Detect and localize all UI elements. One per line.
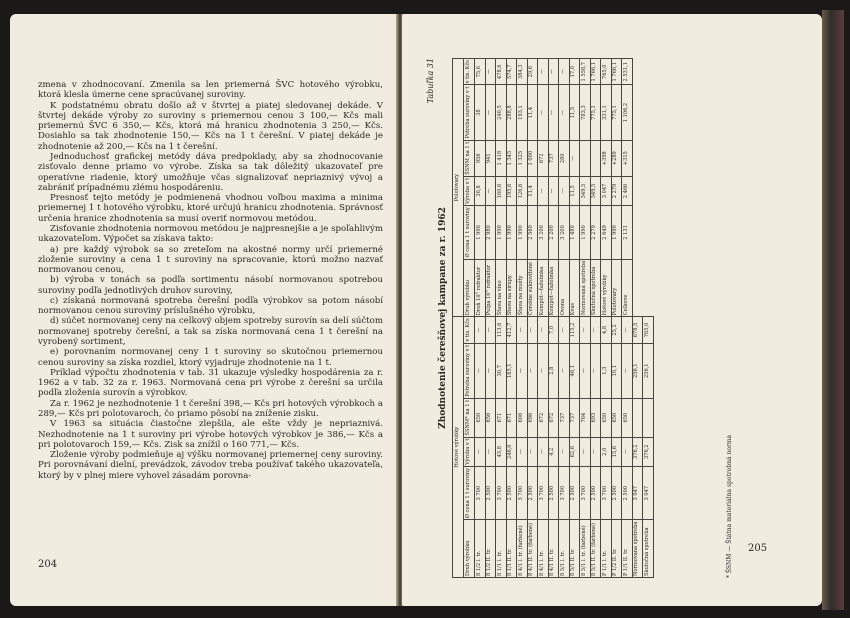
table-cell: 11,4 (527, 176, 538, 205)
table-cell: 8 1/2 l. tr. (475, 520, 486, 578)
table-cell: 38 (475, 85, 486, 140)
table-row (548, 59, 559, 578)
table-cell: Dreň 10° refraktor (475, 259, 486, 317)
table-cell: 2 500 (485, 466, 496, 519)
book-spine (822, 10, 844, 610)
table-row (643, 59, 654, 578)
table-row (475, 59, 486, 578)
table-cell: 30,7 (496, 343, 507, 398)
table-cell: — (538, 85, 549, 140)
table-cell: 8 1/2 II. tr. (485, 520, 496, 578)
table-cell: 606 (517, 398, 528, 437)
table-cell: 2 200 (548, 206, 559, 259)
table-cell: — (517, 437, 528, 466)
page-number-left: 204 (38, 559, 58, 570)
table-cell: 3 700 (475, 466, 486, 519)
table-cell: 764 (580, 398, 591, 437)
table-cell: 693 (590, 398, 601, 437)
table-cell: +289 (611, 140, 622, 176)
table-title: Zhodnotenie čerešňovej kampane za r. 1962 (438, 207, 448, 429)
table-cell: 113,6 (496, 317, 507, 343)
table-row (453, 59, 464, 578)
table-cell: — (538, 317, 549, 343)
table-cell: 650 (622, 398, 633, 437)
table-cell: — (590, 343, 601, 398)
table-cell: Hotové výrobky (601, 259, 612, 317)
table-cell: 549,5 (590, 176, 601, 205)
table-cell: 246,0 (506, 437, 517, 466)
table-cell: 696 (527, 398, 538, 437)
table-cell: 478,6 (496, 59, 507, 85)
table-cell: 1 418 (496, 140, 507, 176)
table-cell: 256,1 (643, 343, 654, 398)
table-cell: 1 106,2 (622, 85, 633, 140)
table-cell: — (580, 437, 591, 466)
table-cell: 1 345 (506, 140, 517, 176)
table-cell: 165,1 (506, 343, 517, 398)
table-cell: Polotovary (611, 259, 622, 317)
table-cell: 3 047 (632, 466, 643, 519)
table-cell: P 1/1 II. tr. (622, 520, 633, 578)
table-cell: 8 4/1 II. tr. (farbené) (527, 520, 538, 578)
paragraph: c) získaná normovaná spotreba čerešní podľa výrobkov sa potom násobí normovanou cenou suroviny príslušného výrobku, (38, 295, 383, 317)
table-row (569, 59, 580, 578)
table-cell: 2 131 (622, 206, 633, 259)
table-cell: 2 500 (611, 466, 622, 519)
table-cell: 1 766,1 (590, 59, 601, 85)
table-row (538, 59, 549, 578)
table-row (485, 59, 496, 578)
table-cell: 672 (548, 398, 559, 437)
table-cell: 384,3 (517, 59, 528, 85)
table-cell: Ø cena 1 t suroviny (464, 206, 475, 259)
table-cell: 25,2 (611, 317, 622, 343)
table-cell: Kompót—ťažobnka (538, 259, 549, 317)
paragraph: a) pre každý výrobok sa so zreteľom na akostné normy určí priemerné zloženie suroviny a cena 1 t suroviny na spracovanie, ktorú možno nazvať normovanou cenou, (38, 244, 383, 276)
table-cell: 331,1 (601, 85, 612, 140)
table-cell: 8 4/1 l. tr. (farbené) (517, 520, 528, 578)
table-cell: 8 4/1 l. tr. (538, 520, 549, 578)
table-cell: 4,8 (601, 317, 612, 343)
table-cell: 1 558,7 (580, 59, 591, 85)
table-row (496, 59, 507, 578)
table-row (506, 59, 517, 578)
table-cell: — (538, 59, 549, 85)
table-cell: 765,0 (601, 59, 612, 85)
table-cell: 15,6 (611, 437, 622, 466)
table-cell: 11,4 (527, 85, 538, 140)
table-cell: 3 700 (580, 466, 591, 519)
table-cell: — (485, 317, 496, 343)
paragraph: Jednoduchosť grafickej metódy dáva predpoklady, aby sa zhodnocovanie zisťovalo denne priamo vo výrobe. Získa sa tak dôležitý ukazovateľ pre operatívne riadenie, ktorý umožňuje včas signalizovať nepriaznivý vývoj a zabrániť prípadnému zlému hospodáreniu. (38, 151, 383, 193)
paragraph: Zloženie výroby podmieňuje aj výšku normovanej priemernej ceny suroviny. Pri porovnávaní dielní, prevádzok, závodov treba používať takého ukazovateľa, ktorý by v plnej miere vyhovel zásadám porovna- (38, 450, 383, 481)
table-cell: 240,5 (496, 85, 507, 140)
table-cell: 2 500 (569, 466, 580, 519)
table-cell: — (527, 437, 538, 466)
paragraph: K podstatnému obratu došlo až v štvrtej a piatej sledovanej dekáde. V štvrtej dekáde výroby zo suroviny s priemernou cenou 3 100,— Kčs mali priemernú ŠVC 6 350,— Kčs, ktorá má hranicu zhodnotenia 3 250,— Kčs. Dosiahlo sa tak zhodnotenie 150,— Kčs na 1 t čerešní. V piatej dekáde je zhodnotenie až 200,— Kčs na 1 t čerešní. (38, 100, 383, 152)
table-cell: 765,0 (643, 317, 654, 343)
table-cell: 2 500 (590, 466, 601, 519)
footnote: * ŠSNM — Štátna materiálna spotrebná norma (726, 434, 733, 578)
paragraph: e) porovnaním normovanej ceny 1 t suroviny so skutočnou priemernou cenou suroviny sa získa rozdiel, ktorý vyjadruje zhodnotenie na 1 t. (38, 347, 383, 368)
table-cell: 4,2 (548, 437, 559, 466)
table-cell: 1 990 (506, 206, 517, 259)
table-cell: 11,5 (569, 176, 580, 205)
table-cell: 75,6 (475, 59, 486, 85)
table-cell: 376,2 (643, 437, 654, 466)
table-cell: 126,6 (517, 176, 528, 205)
table-cell: 775,1 (611, 85, 622, 140)
table-cell: 46,1 (569, 343, 580, 398)
table-cell: 2 500 (548, 466, 559, 519)
table-cell: 193,1 (517, 85, 528, 140)
paragraph: V 1963 sa situácia čiastočne zlepšila, ale ešte vždy je nepriaznivá. Nezhodnotenie na 1 t suroviny pri výrobe hotových výrobkov je 386,— Kčs a pri polotovaroch 159,— Kčs. Zisk sa znížil o 160 771,— Kčs. (38, 419, 383, 450)
table-cell: 3 047 (601, 176, 612, 205)
table-cell: 8 5/1 l. tr. (farbené) (580, 520, 591, 578)
table-cell: — (538, 176, 549, 205)
table-cell: Kompót—ťažobnka (548, 259, 559, 317)
table-cell: — (517, 343, 528, 398)
table-cell: 2 500 (622, 466, 633, 519)
table-cell: 256,1 (632, 343, 643, 398)
table-cell: 3 700 (538, 466, 549, 519)
table-cell: 11,5 (569, 85, 580, 140)
table-cell: 7,0 (548, 317, 559, 343)
table-cell: 941 (485, 140, 496, 176)
table-cell (643, 398, 654, 437)
table-cell: 671 (506, 398, 517, 437)
table-cell: Druh výrobku (464, 520, 475, 578)
table-cell: — (475, 437, 486, 466)
table-cell: Potreba suroviny v t (464, 85, 475, 140)
data-table (452, 58, 654, 578)
table-row (590, 59, 601, 578)
table-cell: Ø cena 1 t suroviny (464, 466, 475, 519)
table-cell: — (485, 437, 496, 466)
table-cell: — (527, 343, 538, 398)
table-cell: — (590, 437, 601, 466)
table-cell: 1 990 (517, 206, 528, 259)
table-row (601, 59, 612, 578)
table-cell: 17,0 (569, 59, 580, 85)
table-cell: — (622, 343, 633, 398)
table-cell: 8 1/1 II. tr. (506, 520, 517, 578)
table-cell: 2 980 (485, 206, 496, 259)
table-cell: — (475, 343, 486, 398)
table-cell: ŠSNM* na 1 t (464, 398, 475, 437)
table-cell: 3 700 (559, 466, 570, 519)
table-cell: 62,6 (569, 437, 580, 466)
table-cell: 2 279 (590, 206, 601, 259)
table-cell: 3 200 (559, 206, 570, 259)
table-cell: +398 (601, 140, 612, 176)
table-cell: 2,0 (601, 437, 612, 466)
page-number-right: 205 (748, 543, 768, 554)
table-cell: — (475, 317, 486, 343)
table-cell: 656 (485, 398, 496, 437)
table-cell: — (569, 140, 580, 176)
left-page (10, 14, 398, 606)
table-cell: 2 649 (601, 206, 612, 259)
table-row (527, 59, 538, 578)
table-row (464, 59, 475, 578)
table-cell: 2 500 (506, 466, 517, 519)
table-cell: 775,1 (590, 85, 601, 140)
table-cell: Skutočná spotreba (590, 259, 601, 317)
table-cell: — (527, 317, 538, 343)
table-cell: 3 200 (538, 206, 549, 259)
table-cell: — (622, 437, 633, 466)
table-cell: 280 (559, 140, 570, 176)
table-cell: 376,2 (632, 437, 643, 466)
table-cell: — (485, 343, 496, 398)
table-cell: 8 5/1 II. tr. (569, 520, 580, 578)
table-cell: 8 4/1 II. tr. (548, 520, 559, 578)
table-cell: 1 325 (517, 140, 528, 176)
table-cell: Celkove (622, 259, 633, 317)
table-cell: 30,8 (475, 176, 486, 205)
paragraph: b) výroba v tonách sa podľa sortimentu násobí normovanou spotrebou suroviny podľa jednotlivých druhov suroviny, (38, 275, 383, 296)
table-cell: Pulpa 10° refraktor (485, 259, 496, 317)
table-cell: 678,5 (632, 317, 643, 343)
table-cell: 650 (475, 398, 486, 437)
table-cell: 956 (475, 140, 486, 176)
table-cell: 672 (538, 140, 549, 176)
table-cell: 1 000 (527, 140, 538, 176)
table-cell: Hotové výrobky (453, 317, 464, 578)
table-cell: 2 500 (527, 466, 538, 519)
table-cell: — (559, 343, 570, 398)
table-cell: 1 990 (580, 206, 591, 259)
table-cell: 1 990 (611, 206, 622, 259)
table-cell: 1 990 (496, 206, 507, 259)
table-cell: — (485, 176, 496, 205)
table-cell: — (548, 176, 559, 205)
table-row (611, 59, 622, 578)
table-cell: 29,6 (527, 59, 538, 85)
table-cell: 574,7 (506, 59, 517, 85)
table-cell: Výroba v t (464, 176, 475, 205)
table-cell (590, 140, 601, 176)
table-cell: — (559, 85, 570, 140)
table-cell: Normovaná spotreba (580, 259, 591, 317)
table-cell: — (559, 437, 570, 466)
table-row (622, 59, 633, 578)
table-cell: — (580, 317, 591, 343)
table-cell: 3 700 (601, 466, 612, 519)
table-cell (632, 398, 643, 437)
table-cell (580, 140, 591, 176)
table-cell: — (559, 176, 570, 205)
table-cell: Polotovary (453, 59, 464, 317)
table-cell: 8 5/1 l. tr. (559, 520, 570, 578)
table-cell: 10,1 (611, 343, 622, 398)
table-cell: 650 (611, 398, 622, 437)
table-cell: — (538, 343, 549, 398)
table-cell: Výroba v t (464, 437, 475, 466)
table-cell: 672 (538, 398, 549, 437)
table-cell: 3 700 (517, 466, 528, 519)
paragraph: Za r. 1962 je nezhodnotenie 1 t čerešní 398,— Kčs pri hotových výrobkoch a 289,— Kčs pri polotovaroch, čo priamo pôsobí na zníženie zisku. (38, 398, 383, 419)
table-cell: — (485, 59, 496, 85)
table-cell: — (548, 85, 559, 140)
table-cell: Ovona (559, 259, 570, 317)
table-cell: 1 766,1 (611, 59, 622, 85)
table-cell: Čerešne sukrovitené (527, 259, 538, 317)
table-cell: Normovaná spotreba (632, 520, 643, 578)
table-cell: — (580, 343, 591, 398)
table-cell: 671 (496, 398, 507, 437)
table-cell: 549,5 (580, 176, 591, 205)
table-cell: v tis. Kčs (464, 317, 475, 343)
paragraph: Príklad výpočtu zhodnotenia v tab. 31 ukazuje výsledky hospodárenia za r. 1962 a v tab. 32 za r. 1963. Normovaná cena pri výrobe z čerešní sa určila podľa zloženia surovín a výrobkov. (38, 367, 383, 399)
paragraph: Presnosť tejto metódy je podmienená vhodnou voľbou maxima a minima priemernej 1 t hotového výrobku, ktoré určujú hranicu zhodnotenia. Správnosť určenia hranice zhodnotenia sa musí overiť normovou metódou. (38, 193, 383, 224)
table-label: Tabuľka 31 (426, 58, 435, 104)
table-cell: — (548, 59, 559, 85)
table-row (580, 59, 591, 578)
table-cell: — (517, 317, 528, 343)
table-cell: 737 (559, 398, 570, 437)
table-cell: Skutočná spotreba (643, 520, 654, 578)
table-cell: 783,3 (580, 85, 591, 140)
table-cell: P 1/2 II. tr. (611, 520, 622, 578)
table-cell: 8 1/1 l. tr. (496, 520, 507, 578)
table-cell: +315 (622, 140, 633, 176)
table-cell: 160,6 (496, 176, 507, 205)
table-cell: 1,3 (601, 343, 612, 398)
table-cell: 650 (601, 398, 612, 437)
table-cell: — (622, 317, 633, 343)
table-cell: 2 560 (527, 206, 538, 259)
paragraph: zmena v zhodnocovaní. Zmenila sa len priemerná ŠVC hotového výrobku, ktorá klesla úmerne cene spracúvanej suroviny. (38, 80, 383, 101)
table-cell: — (590, 317, 601, 343)
table-cell: 737 (569, 398, 580, 437)
paragraph: Zisťovanie zhodnotenia normovou metódou je najpresnejšie a je spoľahlivým ukazovateľom. Výpočet sa získava takto: (38, 223, 383, 245)
table-cell: 115,2 (569, 317, 580, 343)
table-cell: Druh výrobku (464, 259, 475, 317)
table-row (559, 59, 570, 578)
table-cell: — (559, 59, 570, 85)
table-cell: 3 047 (643, 466, 654, 519)
table-cell: P 1/1 l. tr. (601, 520, 612, 578)
table-cell: 195,6 (506, 176, 517, 205)
table-row (517, 59, 528, 578)
table-cell: Potreba suroviny v t (464, 343, 475, 398)
table-cell: 8 5/1 II. tr. (farbené) (590, 520, 601, 578)
table-cell: 45,8 (496, 437, 507, 466)
body-text (38, 80, 383, 481)
table-cell: Šťava na víno (496, 259, 507, 317)
table-cell: 288,8 (506, 85, 517, 140)
table-cell: v tis. Kčs (464, 59, 475, 85)
table-cell: 737 (548, 140, 559, 176)
table-cell: 2,8 (548, 343, 559, 398)
table-cell: 3 700 (496, 466, 507, 519)
table-cell: 412,7 (506, 317, 517, 343)
table-cell: ŠSNM na 1 t (464, 140, 475, 176)
table-cell: 1 480 (569, 206, 580, 259)
table-cell: — (485, 85, 496, 140)
table-cell: — (559, 317, 570, 343)
table-cell: 2 279 (611, 176, 622, 205)
table-cell: 1 990 (475, 206, 486, 259)
paragraph: d) súčet normovanej ceny na celkový objem spotreby surovín sa delí súčtom normovanej spotreby čerešní, a tak sa získa normovaná cena 1 t čerešní na vyrobený sortiment, (38, 316, 383, 348)
table-cell: Šťava na mušty (517, 259, 528, 317)
rotated-table-block (426, 58, 746, 578)
table-cell: Šťava na sirupy (506, 259, 517, 317)
table-cell: 2 531,1 (622, 59, 633, 85)
table-row (632, 59, 643, 578)
table-cell: Kvas (569, 259, 580, 317)
table-cell: 2 466 (622, 176, 633, 205)
table-cell: — (538, 437, 549, 466)
